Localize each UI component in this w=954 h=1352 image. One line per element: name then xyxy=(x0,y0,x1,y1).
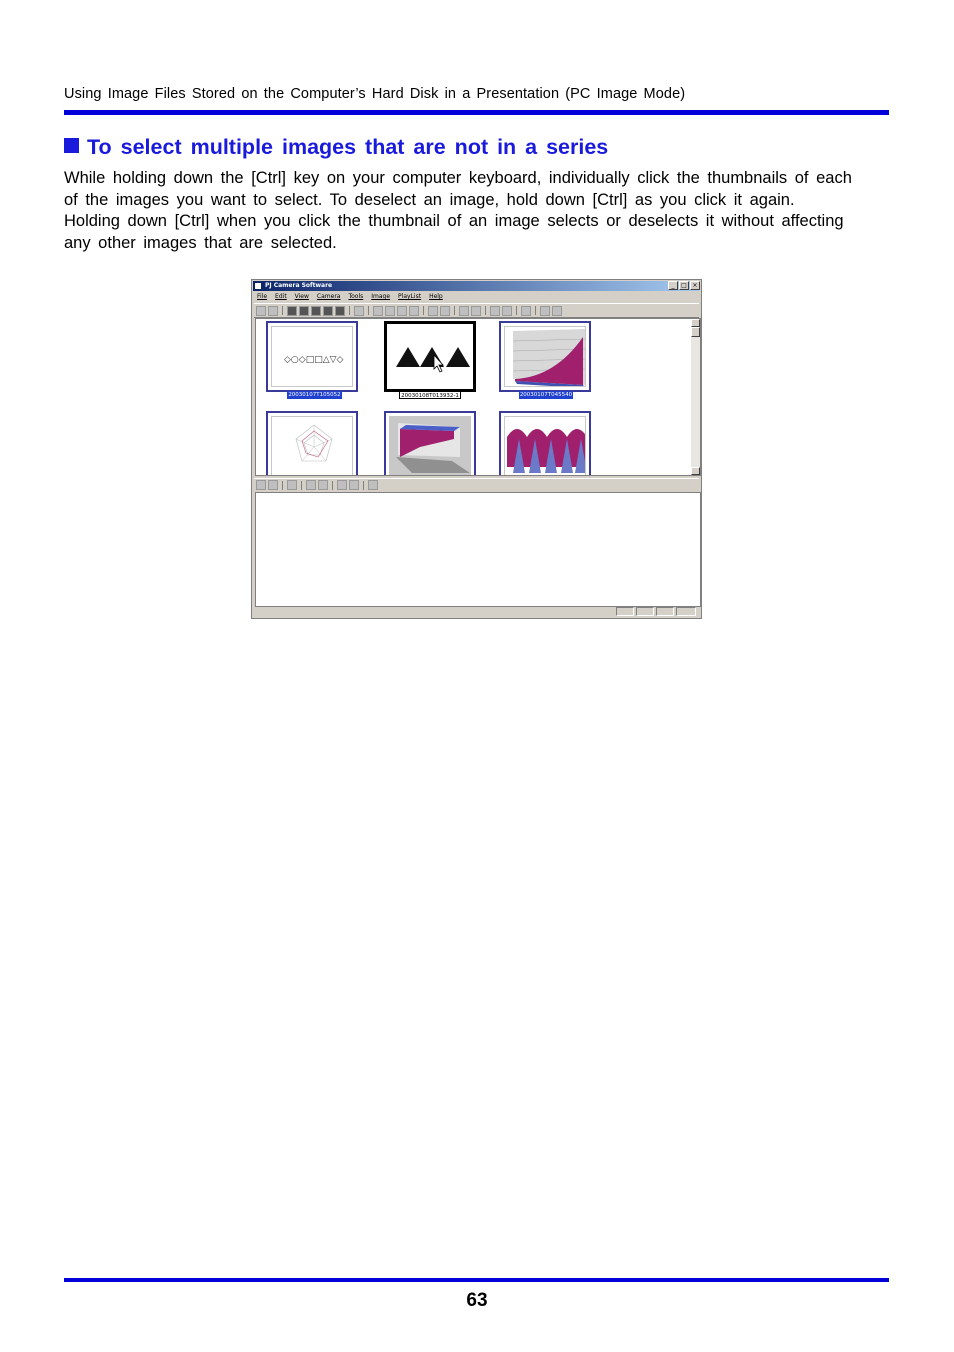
toolbar-icon[interactable] xyxy=(306,480,316,490)
toolbar-separator xyxy=(368,306,369,315)
toolbar-separator xyxy=(282,306,283,315)
toolbar-separator xyxy=(282,481,283,490)
zoom-out-icon[interactable] xyxy=(385,306,395,316)
status-cell xyxy=(676,607,696,616)
thumbnail-image xyxy=(389,416,471,476)
playlist-toolbar xyxy=(254,478,699,491)
close-button[interactable]: × xyxy=(690,281,700,290)
toolbar-icon[interactable] xyxy=(521,306,531,316)
running-header: Using Image Files Stored on the Computer’s Hard Disk in a Presentation (PC Image Mode) xyxy=(64,86,686,102)
toolbar-icon[interactable] xyxy=(323,306,333,316)
new-playlist-icon[interactable] xyxy=(256,480,266,490)
main-toolbar xyxy=(254,303,699,318)
cone-chart-graphic xyxy=(505,417,586,476)
radar-chart-graphic xyxy=(272,417,353,476)
thumbnail-image xyxy=(504,416,586,476)
toolbar-icon[interactable] xyxy=(471,306,481,316)
menu-edit[interactable]: Edit xyxy=(275,293,287,300)
section-title-text: To select multiple images that are not in a series xyxy=(87,135,609,159)
toolbar-separator xyxy=(332,481,333,490)
toolbar-icon[interactable] xyxy=(440,306,450,316)
window-titlebar xyxy=(253,281,700,291)
thumbnail-image xyxy=(271,326,353,387)
page-number: 63 xyxy=(466,1290,488,1311)
triangles-graphic xyxy=(390,327,470,386)
minimize-button[interactable]: _ xyxy=(668,281,678,290)
toolbar-separator xyxy=(363,481,364,490)
app-icon xyxy=(255,283,261,289)
menu-tools[interactable]: Tools xyxy=(348,293,364,300)
toolbar-icon[interactable] xyxy=(299,306,309,316)
toolbar-icon[interactable] xyxy=(318,480,328,490)
next-icon[interactable] xyxy=(502,306,512,316)
scroll-up-arrow-icon[interactable] xyxy=(691,319,700,327)
thumbnail-caption: 20030107T045540 xyxy=(519,392,573,398)
menu-help[interactable]: Help xyxy=(429,293,443,300)
thumbnail-image xyxy=(271,416,353,476)
window-controls xyxy=(668,281,700,290)
menu-file[interactable]: File xyxy=(257,293,268,300)
menu-image[interactable]: Image xyxy=(371,293,391,300)
status-cell xyxy=(636,607,654,616)
footer-rule xyxy=(64,1278,889,1282)
toolbar-icon[interactable] xyxy=(459,306,469,316)
toolbar-icon[interactable] xyxy=(540,306,550,316)
3d-area-chart-graphic xyxy=(390,417,471,476)
scroll-down-arrow-icon[interactable] xyxy=(691,467,700,475)
vertical-scrollbar[interactable] xyxy=(691,319,700,475)
window-title: PJ Camera Software xyxy=(265,282,333,289)
toolbar-icon[interactable] xyxy=(337,480,347,490)
toolbar-separator xyxy=(485,306,486,315)
toolbar-separator xyxy=(535,306,536,315)
zoom-in-icon[interactable] xyxy=(373,306,383,316)
scroll-thumb[interactable] xyxy=(691,327,700,337)
toolbar-icon[interactable] xyxy=(256,306,266,316)
toolbar-icon[interactable] xyxy=(349,480,359,490)
menu-bar xyxy=(254,292,443,301)
toolbar-separator xyxy=(516,306,517,315)
status-bar xyxy=(254,606,699,616)
playlist-pane[interactable] xyxy=(255,492,701,607)
header-rule xyxy=(64,110,889,115)
open-folder-icon[interactable] xyxy=(268,480,278,490)
toolbar-separator xyxy=(349,306,350,315)
toolbar-icon[interactable] xyxy=(368,480,378,490)
thumbnail-item[interactable] xyxy=(266,321,358,392)
thumbnail-item[interactable] xyxy=(266,411,358,476)
maximize-button[interactable]: □ xyxy=(679,281,689,290)
thumbnail-image xyxy=(504,326,586,387)
toolbar-separator xyxy=(454,306,455,315)
prev-icon[interactable] xyxy=(490,306,500,316)
square-bullet-icon xyxy=(64,138,79,153)
toolbar-separator xyxy=(301,481,302,490)
mouse-pointer-icon xyxy=(434,355,443,372)
menu-view[interactable]: View xyxy=(294,293,309,300)
toolbar-icon[interactable] xyxy=(409,306,419,316)
body-paragraph: While holding down the [Ctrl] key on your computer keyboard, individually click the thumbnails of each of the images you want to select. To deselect an image, hold down [Ctrl] as you click it again. Holding down [Ctrl] when you click the thumbnail of an image selects or deselects it without affecting any other images that are selected. xyxy=(64,169,852,252)
menu-playlist[interactable]: PlayList xyxy=(398,293,422,300)
toolbar-icon[interactable] xyxy=(311,306,321,316)
toolbar-separator xyxy=(423,306,424,315)
thumbnail-pane xyxy=(255,318,701,476)
toolbar-icon[interactable] xyxy=(268,306,278,316)
thumbnail-caption: 20030108T013932-1 xyxy=(399,391,461,399)
thumbnail-item[interactable] xyxy=(384,411,476,476)
thumbnail-caption: 20030107T105052 xyxy=(288,392,341,398)
toolbar-icon[interactable] xyxy=(552,306,562,316)
save-icon[interactable] xyxy=(287,480,297,490)
status-cell xyxy=(656,607,674,616)
toolbar-icon[interactable] xyxy=(287,306,297,316)
thumbnail-item[interactable] xyxy=(499,411,591,476)
menu-camera[interactable]: Camera xyxy=(316,293,341,300)
thumbnail-item[interactable] xyxy=(384,321,476,392)
shapes-graphic: ◇○◇□□△▽◇ xyxy=(284,355,344,365)
toolbar-icon[interactable] xyxy=(335,306,345,316)
section-title xyxy=(64,135,608,160)
area-chart-graphic xyxy=(505,327,586,387)
software-screenshot xyxy=(251,279,702,619)
thumbnail-image xyxy=(390,327,470,386)
toolbar-icon[interactable] xyxy=(397,306,407,316)
thumbnail-item[interactable] xyxy=(499,321,591,392)
toolbar-icon[interactable] xyxy=(428,306,438,316)
status-cell xyxy=(616,607,634,616)
toolbar-icon[interactable] xyxy=(354,306,364,316)
